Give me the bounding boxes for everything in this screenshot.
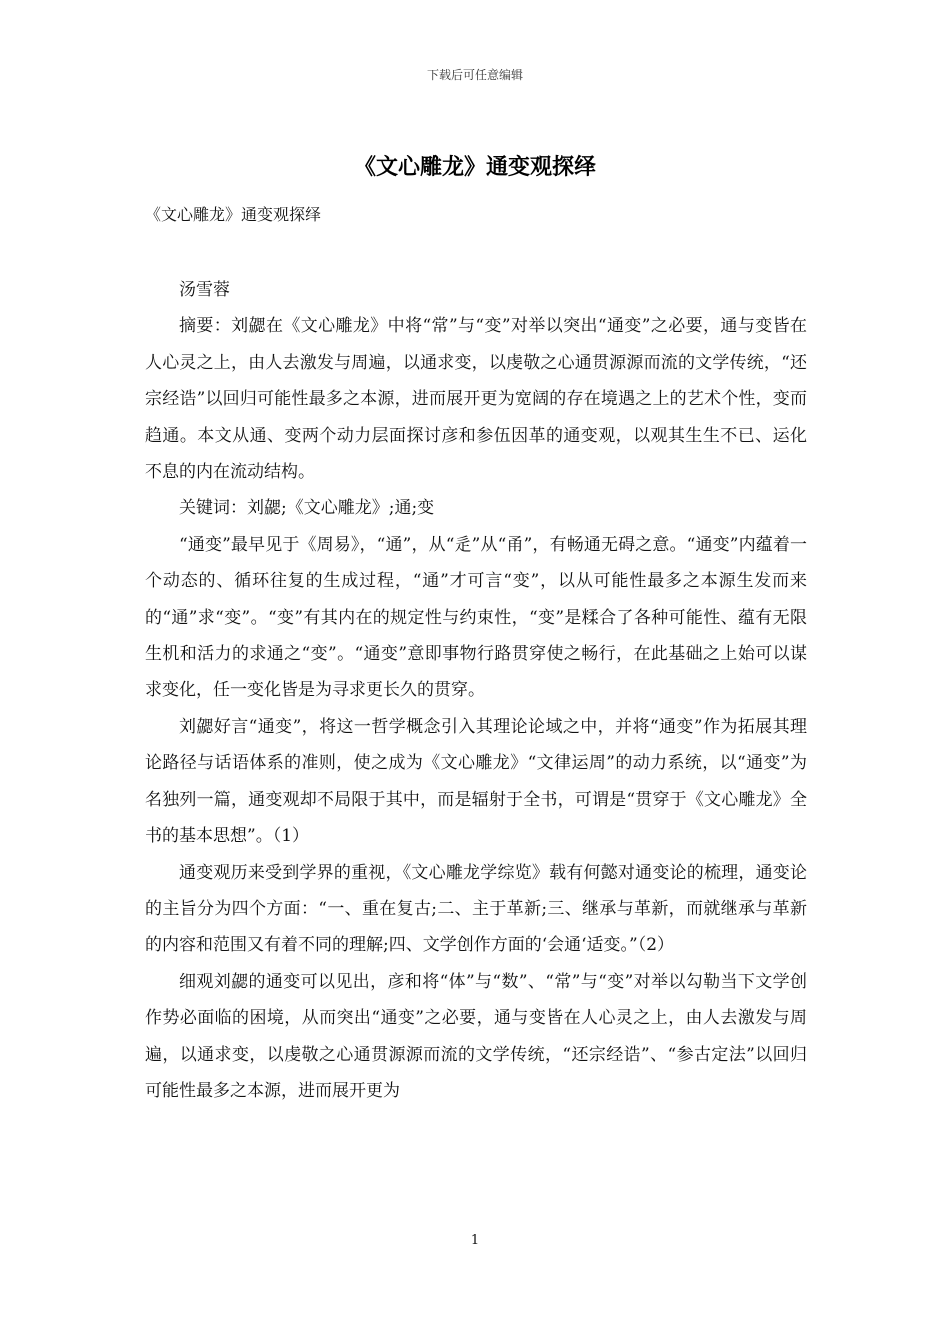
body-paragraph: 刘勰好言“通变”，将这一哲学概念引入其理论论域之中，并将“通变”作为拓展其理论路径与话语体系的准则，使之成为《文心雕龙》“文律运周”的动力系统，以“通变”为名独列一篇，通变观却不局限于其中，而是辐射于全书，可谓是“贯穿于《文心雕龙》全书的基本思想”。（1）	[145, 716, 807, 847]
page-number: 1	[470, 1233, 480, 1248]
body-paragraph: “通变”最早见于《周易》，“通”，从“辵”从“甬”，有畅通无碍之意。“通变”内蕴着一个动态的、循环往复的生成过程，“通”才可言“变”，以从可能性最多之本源生发而来的“通”求“变”。“变”有其内在的规定性与约束性，“变”是糅合了各种可能性、蕴有无限生机和活力的求通之“变”。“通变”意即事物行路贯穿使之畅行，在此基础之上始可以谋求变化，任一变化皆是为寻求更长久的贯穿。	[145, 534, 807, 701]
author-line: 汤雪蓉	[179, 280, 230, 300]
keywords-line: 关键词：刘勰;《文心雕龙》;通;变	[179, 498, 435, 519]
body-paragraph: 通变观历来受到学界的重视，《文心雕龙学综览》载有何懿对通变论的梳理，通变论的主旨分为四个方面：“一、重在复古;二、主于革新;三、继承与革新，而就继承与革新的内容和范围又有着不同的理解;四、文学创作方面的‘会通‘适变。”（2）	[145, 862, 807, 956]
abstract-paragraph: 摘要：刘勰在《文心雕龙》中将“常”与“变”对举以突出“通变”之必要，通与变皆在人心灵之上，由人去激发与周遍，以通求变，以虔敬之心通贯源源而流的文学传统，“还宗经诰”以回归可能性最多之本源，进而展开更为宽阔的存在境遇之上的艺术个性，变而趋通。本文从通、变两个动力层面探讨彦和参伍因革的通变观，以观其生生不已、运化不息的内在流动结构。	[145, 316, 807, 483]
body-paragraph: 细观刘勰的通变可以见出，彦和将“体”与“数”、“常”与“变”对举以勾勒当下文学创作势必面临的困境，从而突出“通变”之必要，通与变皆在人心灵之上，由人去激发与周遍，以通求变，以虔敬之心通贯源源而流的文学传统，“还宗经诰”、“参古定法”以回归可能性最多之本源，进而展开更为	[145, 971, 807, 1101]
document-body	[145, 272, 807, 1109]
page-header: 下载后可任意编辑	[426, 68, 523, 82]
document-title: 《文心雕龙》通变观探绎	[353, 154, 596, 180]
document-subtitle: 《文心雕龙》通变观探绎	[145, 205, 322, 224]
